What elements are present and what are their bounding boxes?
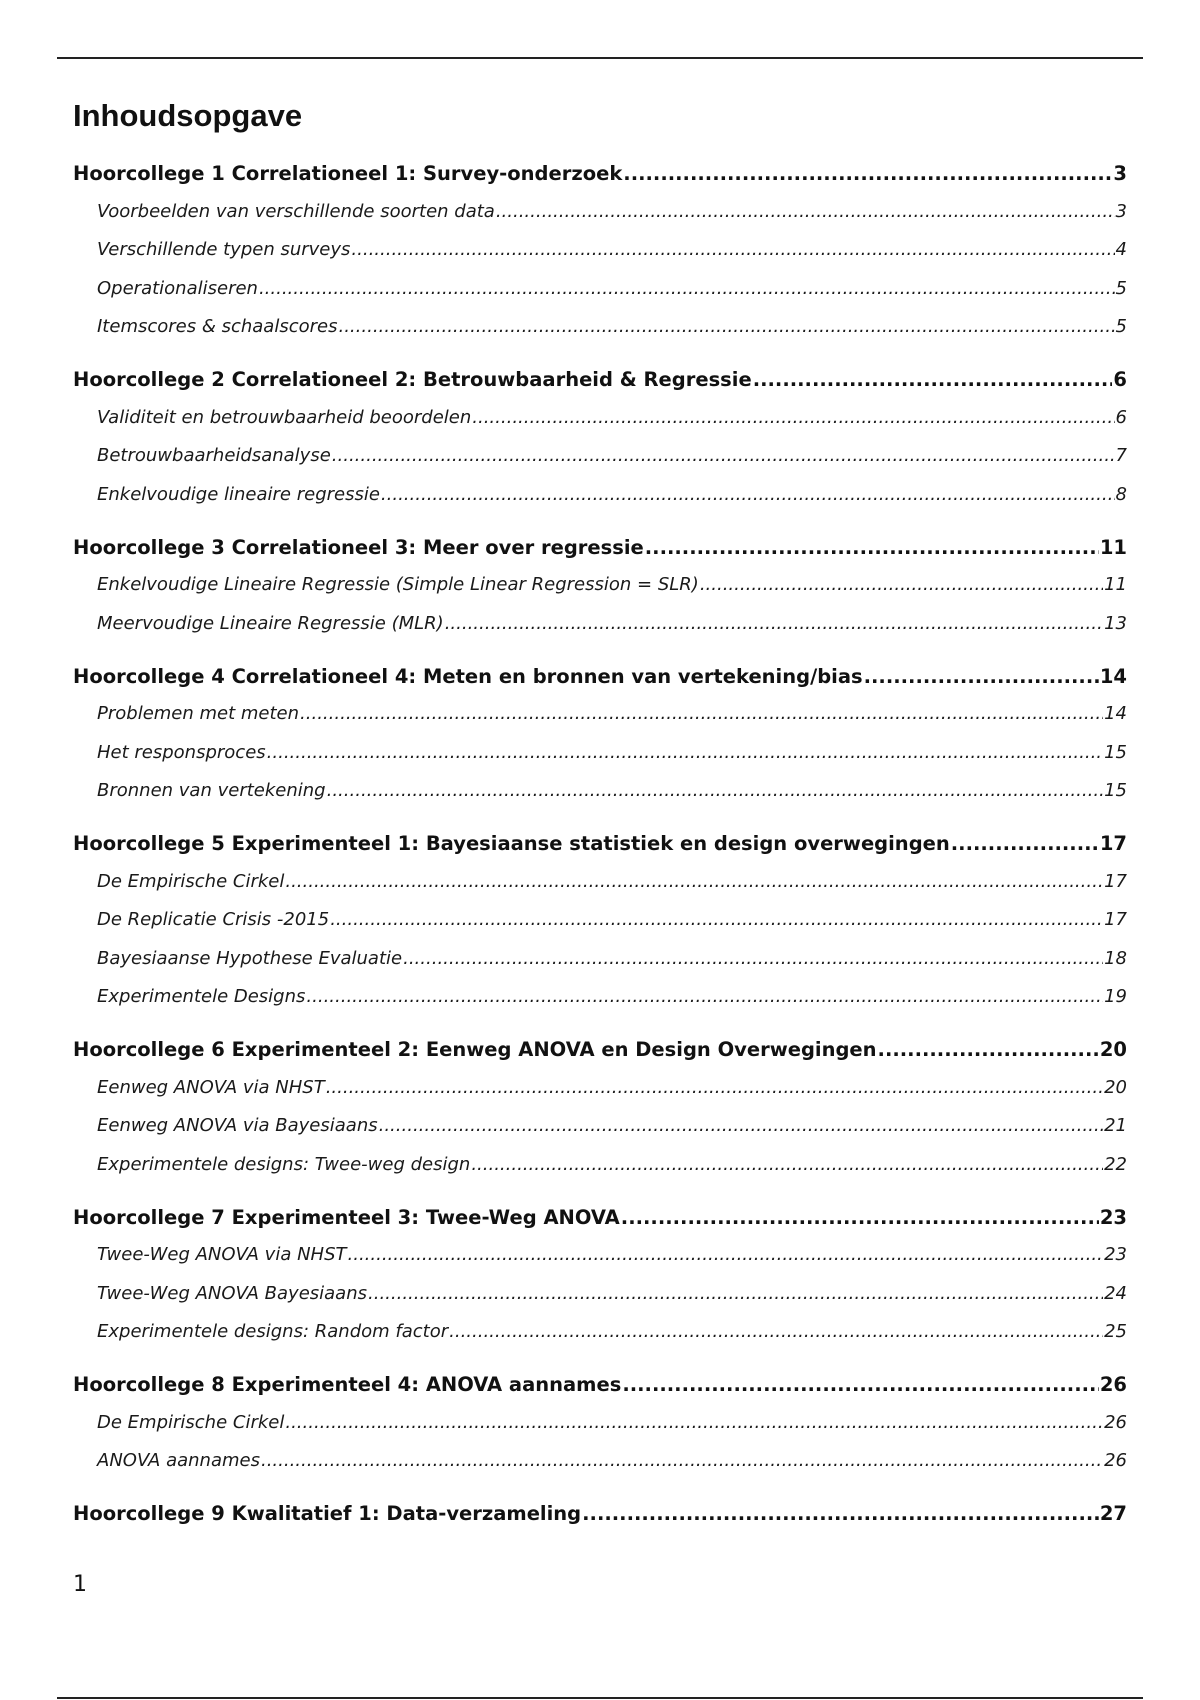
toc-chapter-entry[interactable] [73,536,1127,559]
toc-leader-dots [449,1321,1103,1342]
toc-entry-page: 17 [1104,870,1127,892]
toc-section-entry[interactable] [97,986,1127,1007]
toc-entry-page: 21 [1104,1115,1127,1136]
toc-leader-dots [403,948,1103,969]
toc-entry-page: 24 [1104,1282,1127,1304]
toc-entry-page: 20 [1099,1038,1127,1061]
toc-entry-page: 5 [1115,316,1127,337]
toc-leader-dots [259,278,1115,299]
toc-entry-page: 7 [1115,445,1127,466]
toc-leader-dots [472,407,1114,428]
toc-entry-title: Experimentele designs: Twee-weg design [97,1153,471,1175]
toc-section-entry[interactable] [97,948,1127,969]
toc-entry-page: 26 [1104,1450,1127,1471]
toc-entry-title: Hoorcollege 1 Correlationeel 1: Survey-onderzoek [73,162,623,185]
toc-entry-page: 22 [1104,1153,1127,1175]
toc-section-entry[interactable] [97,1244,1127,1265]
toc-section-entry[interactable] [97,484,1127,505]
toc-entry-title: ANOVA aannames [97,1450,260,1471]
toc-section-entry[interactable] [97,316,1127,337]
toc-section-entry[interactable] [97,407,1127,428]
toc-entry-page: 14 [1104,703,1127,724]
toc-leader-dots [700,574,1103,595]
toc-entry-title: Enkelvoudige lineaire regressie [97,483,380,505]
toc-entry-page: 23 [1099,1205,1127,1229]
toc-entry-title: Eenweg ANOVA via NHST [97,1076,325,1098]
toc-section-entry[interactable] [97,871,1127,892]
toc-entry-page: 18 [1104,947,1127,969]
toc-entry-title: Hoorcollege 9 Kwalitatief 1: Data-verzameling [73,1502,582,1525]
toc-section-entry[interactable] [97,613,1127,634]
toc-leader-dots [621,1206,1099,1229]
toc-entry-page: 15 [1104,780,1127,801]
toc-entry-page: 11 [1099,535,1127,559]
toc-entry-title: Eenweg ANOVA via Bayesiaans [97,1115,378,1136]
toc-section-entry[interactable] [97,1321,1127,1342]
toc-leader-dots [951,832,1099,855]
toc-section-entry[interactable] [97,1412,1127,1433]
toc-entry-page: 11 [1104,574,1127,595]
toc-entry-page: 27 [1099,1502,1127,1525]
toc-chapter-entry[interactable] [73,665,1127,688]
table-of-contents [73,0,1127,1600]
toc-leader-dots [496,201,1115,222]
toc-section-entry[interactable] [97,445,1127,466]
toc-entry-page: 14 [1099,664,1127,688]
toc-entry-page: 26 [1104,1411,1127,1433]
toc-entry-title: Hoorcollege 8 Experimenteel 4: ANOVA aannames [73,1373,622,1396]
toc-entry-title: Meervoudige Lineaire Regressie (MLR) [97,612,444,634]
toc-leader-dots [623,162,1112,185]
toc-leader-dots [306,986,1103,1007]
toc-entry-title: Hoorcollege 4 Correlationeel 4: Meten en bronnen van vertekening/bias [73,664,863,688]
toc-entry-page: 8 [1115,483,1127,505]
toc-leader-dots [285,871,1103,892]
toc-leader-dots [379,1115,1103,1136]
toc-entry-title: Voorbeelden van verschillende soorten data [97,200,495,222]
page-number: 1 [73,1572,87,1597]
toc-section-entry[interactable] [97,239,1127,260]
toc-leader-dots [864,665,1099,688]
toc-entry-title: Enkelvoudige Lineaire Regressie (Simple Linear Regression = SLR) [97,574,699,595]
toc-section-entry[interactable] [97,909,1127,930]
toc-entry-title: Hoorcollege 6 Experimenteel 2: Eenweg ANOVA en Design Overwegingen [73,1038,877,1061]
toc-entry-page: 4 [1115,239,1127,260]
toc-section-entry[interactable] [97,1077,1127,1098]
toc-section-entry[interactable] [97,1154,1127,1175]
toc-leader-dots [753,368,1113,391]
toc-leader-dots [381,484,1115,505]
toc-chapter-entry[interactable] [73,368,1127,391]
toc-entry-title: Bronnen van vertekening [97,780,326,801]
toc-leader-dots [348,1244,1104,1265]
toc-entry-title: Hoorcollege 2 Correlationeel 2: Betrouwbaarheid & Regressie [73,368,752,391]
toc-leader-dots [351,239,1114,260]
toc-entry-title: Bayesiaanse Hypothese Evaluatie [97,947,403,969]
toc-entry-page: 6 [1115,406,1127,428]
toc-entry-page: 19 [1104,986,1127,1007]
toc-section-entry[interactable] [97,201,1127,222]
toc-leader-dots [622,1373,1099,1396]
toc-entry-page: 23 [1104,1244,1127,1265]
toc-entry-page: 26 [1099,1373,1127,1396]
toc-entry-title: Experimentele Designs [97,986,306,1007]
toc-entry-title: Hoorcollege 7 Experimenteel 3: Twee-Weg ANOVA [73,1205,620,1229]
toc-entry-title: Hoorcollege 3 Correlationeel 3: Meer over regressie [73,535,644,559]
toc-leader-dots [338,316,1114,337]
toc-leader-dots [330,909,1103,930]
toc-entry-page: 6 [1113,368,1127,391]
toc-entry-page: 25 [1104,1321,1127,1342]
toc-entry-title: Validiteit en betrouwbaarheid beoordelen [97,406,472,428]
toc-chapter-entry[interactable] [73,1206,1127,1229]
toc-leader-dots [285,1412,1103,1433]
toc-entry-page: 15 [1104,741,1127,763]
toc-entry-page: 17 [1099,832,1127,855]
toc-section-entry[interactable] [97,1115,1127,1136]
toc-entry-title: Twee-Weg ANOVA via NHST [97,1244,347,1265]
toc-entry-title: De Replicatie Crisis -2015 [97,909,330,930]
toc-leader-dots [267,742,1103,763]
page-title: Inhoudsopgave [73,98,303,133]
toc-chapter-entry[interactable] [73,1373,1127,1396]
toc-leader-dots [327,780,1103,801]
toc-entry-title: Twee-Weg ANOVA Bayesiaans [97,1282,367,1304]
toc-entry-page: 5 [1115,277,1127,299]
toc-entry-title: Problemen met meten [97,703,300,724]
toc-leader-dots [261,1450,1103,1471]
toc-leader-dots [878,1038,1099,1061]
toc-entry-title: Het responsproces [97,741,266,763]
toc-section-entry[interactable] [97,1283,1127,1304]
toc-section-entry[interactable] [97,742,1127,763]
toc-section-entry[interactable] [97,780,1127,801]
toc-entry-title: Experimentele designs: Random factor [97,1321,449,1342]
toc-leader-dots [332,445,1115,466]
toc-entry-page: 3 [1113,162,1127,185]
toc-section-entry[interactable] [97,574,1127,595]
toc-chapter-entry[interactable] [73,1502,1127,1525]
toc-entry-page: 17 [1104,909,1127,930]
toc-entry-title: De Empirische Cirkel [97,1411,285,1433]
toc-leader-dots [368,1283,1103,1304]
toc-leader-dots [300,703,1103,724]
toc-entry-page: 3 [1115,200,1127,222]
footer-rule [57,1697,1143,1699]
toc-section-entry[interactable] [97,703,1127,724]
toc-entry-title: Itemscores & schaalscores [97,316,338,337]
toc-entry-title: Hoorcollege 5 Experimenteel 1: Bayesiaanse statistiek en design overwegingen [73,832,950,855]
toc-leader-dots [582,1502,1099,1525]
toc-entry-title: Verschillende typen surveys [97,239,351,260]
toc-chapter-entry[interactable] [73,162,1127,185]
toc-entry-title: De Empirische Cirkel [97,870,285,892]
toc-chapter-entry[interactable] [73,832,1127,855]
toc-leader-dots [471,1154,1103,1175]
toc-entry-title: Betrouwbaarheidsanalyse [97,445,331,466]
toc-section-entry[interactable] [97,278,1127,299]
toc-chapter-entry[interactable] [73,1038,1127,1061]
toc-section-entry[interactable] [97,1450,1127,1471]
toc-leader-dots [326,1077,1103,1098]
toc-leader-dots [645,536,1099,559]
toc-entry-page: 20 [1104,1076,1127,1098]
toc-entry-title: Operationaliseren [97,277,258,299]
toc-entry-page: 13 [1104,612,1127,634]
toc-leader-dots [445,613,1103,634]
